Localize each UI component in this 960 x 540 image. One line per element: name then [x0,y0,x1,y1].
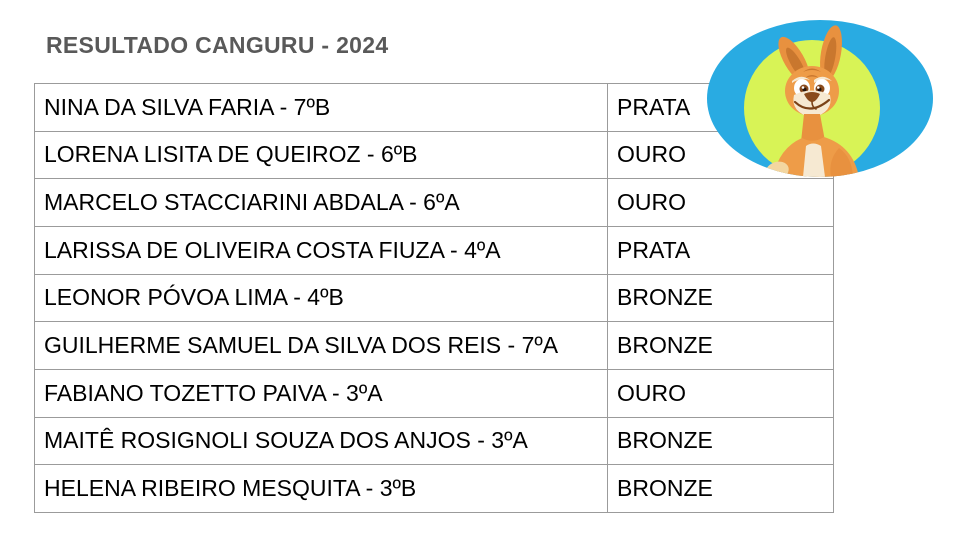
table-row [35,274,834,322]
kangaroo-mascot-icon [707,20,933,177]
table-row [35,226,834,274]
medal-cell: OURO [608,369,834,417]
table-row [35,179,834,227]
medal-cell: OURO [608,179,834,227]
page-title: RESULTADO CANGURU - 2024 [46,32,389,58]
student-name-cell: LARISSA DE OLIVEIRA COSTA FIUZA - 4ºA [35,226,608,274]
student-name-cell: GUILHERME SAMUEL DA SILVA DOS REIS - 7ºA [35,322,608,370]
kangaroo-badge [707,20,933,177]
table-row [35,322,834,370]
student-name-cell: NINA DA SILVA FARIA - 7ºB [35,84,608,132]
medal-cell: BRONZE [608,322,834,370]
table-row [35,465,834,513]
student-name-cell: FABIANO TOZETTO PAIVA - 3ºA [35,369,608,417]
student-name-cell: LEONOR PÓVOA LIMA - 4ºB [35,274,608,322]
table-row [35,131,834,179]
table-row [35,369,834,417]
student-name-cell: LORENA LISITA DE QUEIROZ - 6ºB [35,131,608,179]
medal-cell: PRATA [608,84,834,132]
student-name-cell: MARCELO STACCIARINI ABDALA - 6ºA [35,179,608,227]
student-name-cell: MAITÊ ROSIGNOLI SOUZA DOS ANJOS - 3ºA [35,417,608,465]
table-row [35,417,834,465]
medal-cell: BRONZE [608,465,834,513]
medal-cell: BRONZE [608,274,834,322]
medal-cell: BRONZE [608,417,834,465]
medal-cell: OURO [608,131,834,179]
student-name-cell: HELENA RIBEIRO MESQUITA - 3ºB [35,465,608,513]
results-table [34,83,834,513]
medal-cell: PRATA [608,226,834,274]
results-table-body [35,84,834,513]
